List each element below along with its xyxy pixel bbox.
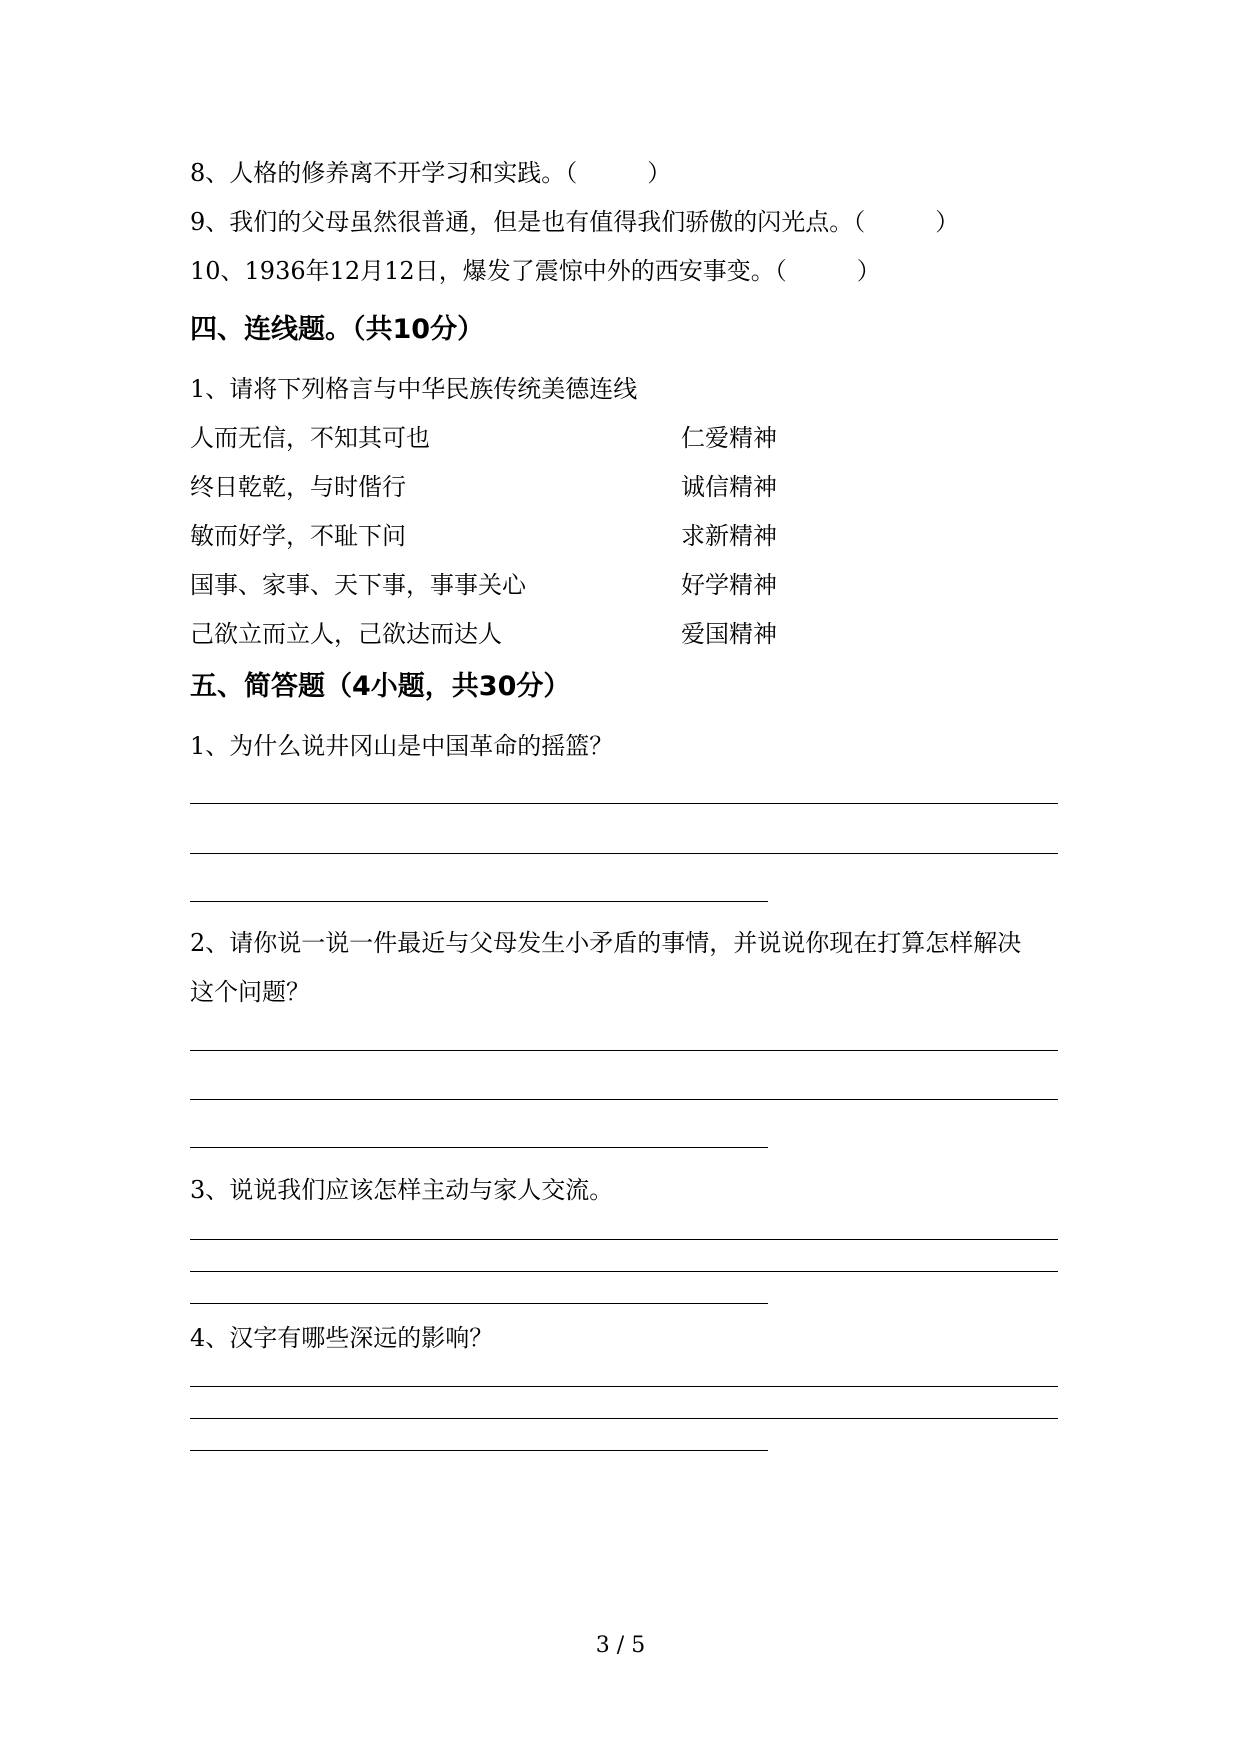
answer-line[interactable] — [190, 1099, 1058, 1100]
answer-line[interactable] — [190, 803, 1058, 804]
maxim-left-1: 人而无信，不知其可也 — [190, 424, 430, 452]
virtue-right-5: 爱国精神 — [681, 620, 777, 648]
section-4-question: 1、请将下列格言与中华民族传统美德连线 — [190, 375, 638, 403]
virtue-right-3: 求新精神 — [681, 522, 777, 550]
judgement-item-8-text: 8、人格的修养离不开学习和实践。（ — [190, 159, 578, 187]
question-2-line-1: 2、请你说一说一件最近与父母发生小矛盾的事情，并说说你现在打算怎样解决 — [190, 929, 1022, 957]
question-1: 1、为什么说井冈山是中国革命的摇篮？ — [190, 732, 614, 760]
answer-line[interactable] — [190, 1386, 1058, 1387]
judgement-item-8-close: ） — [647, 159, 672, 187]
answer-line[interactable] — [190, 1450, 768, 1451]
virtue-right-2: 诚信精神 — [681, 473, 777, 501]
judgement-item-9-text: 9、我们的父母虽然很普通，但是也有值得我们骄傲的闪光点。（ — [190, 208, 866, 236]
answer-line[interactable] — [190, 901, 768, 902]
judgement-item-10-close: ） — [856, 257, 881, 285]
question-3: 3、说说我们应该怎样主动与家人交流。 — [190, 1176, 614, 1204]
answer-line[interactable] — [190, 1147, 768, 1148]
judgement-item-9-close: ） — [935, 208, 960, 236]
answer-line[interactable] — [190, 1239, 1058, 1240]
maxim-left-5: 己欲立而立人，己欲达而达人 — [190, 620, 502, 648]
question-4: 4、汉字有哪些深远的影响？ — [190, 1324, 494, 1352]
virtue-right-4: 好学精神 — [681, 571, 777, 599]
judgement-item-10 — [190, 256, 881, 286]
section-4-heading: 四、连线题。（共10分） — [190, 314, 485, 345]
judgement-item-9 — [190, 207, 959, 237]
page-number: 3 / 5 — [595, 1633, 646, 1658]
judgement-item-10-text: 10、1936年12月12日，爆发了震惊中外的西安事变。（ — [190, 257, 787, 285]
answer-line[interactable] — [190, 1418, 1058, 1419]
maxim-left-3: 敏而好学，不耻下问 — [190, 522, 406, 550]
judgement-item-8 — [190, 158, 671, 188]
virtue-right-1: 仁爱精神 — [681, 424, 777, 452]
answer-line[interactable] — [190, 853, 1058, 854]
answer-line[interactable] — [190, 1271, 1058, 1272]
answer-line[interactable] — [190, 1303, 768, 1304]
maxim-left-4: 国事、家事、天下事，事事关心 — [190, 571, 526, 599]
maxim-left-2: 终日乾乾，与时偕行 — [190, 473, 406, 501]
answer-line[interactable] — [190, 1050, 1058, 1051]
section-5-heading: 五、简答题（4小题，共30分） — [190, 671, 571, 702]
question-2-line-2: 这个问题？ — [190, 978, 310, 1006]
